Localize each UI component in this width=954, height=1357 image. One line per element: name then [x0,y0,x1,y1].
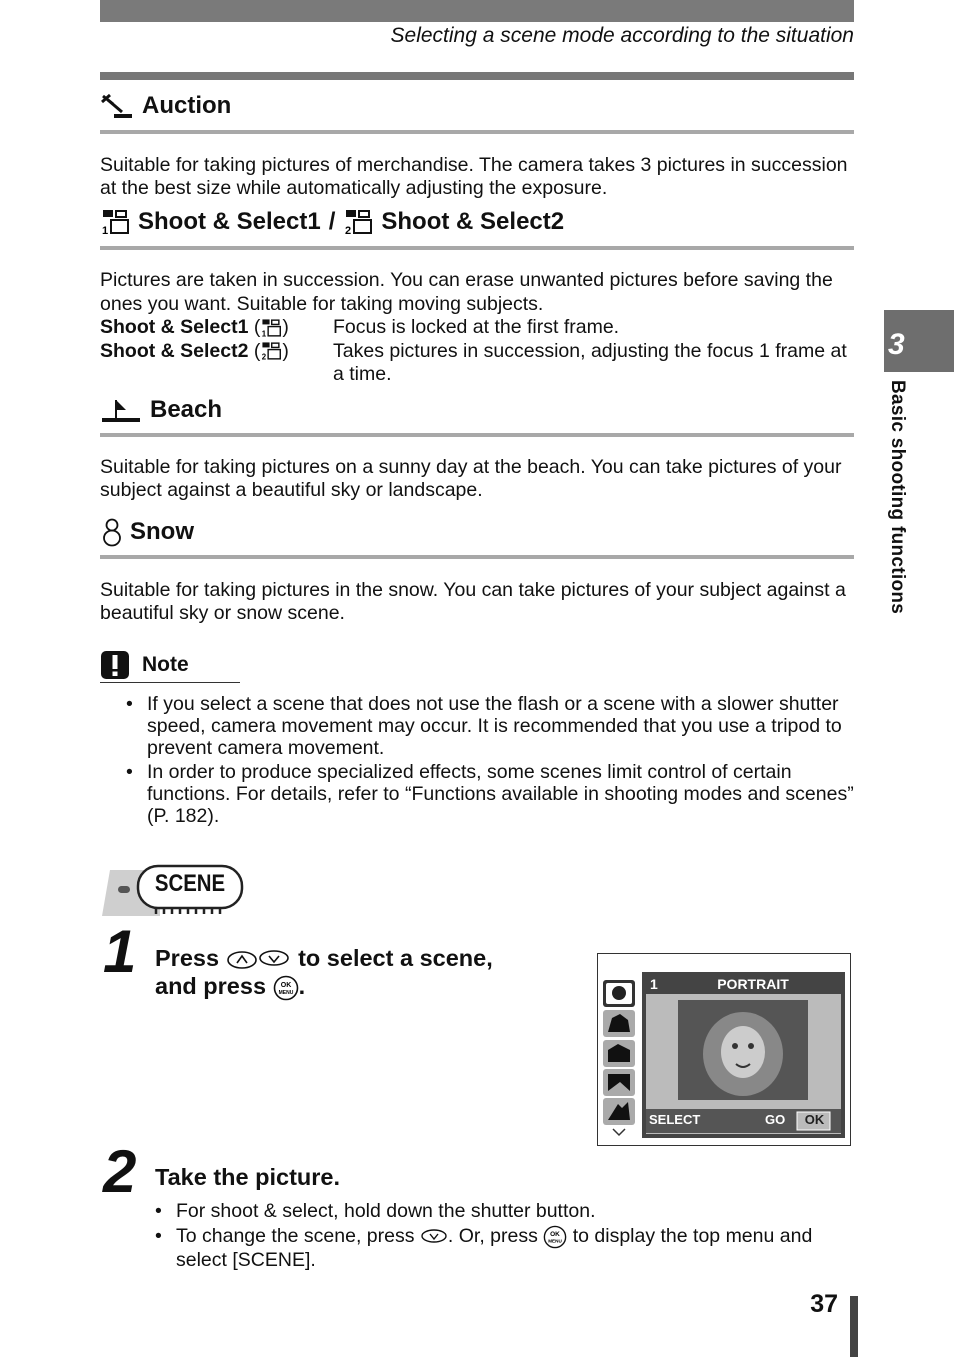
snowman-icon [100,517,124,547]
beach-body: Suitable for taking pictures on a sunny day at the beach. You can take pictures of your subject against a beautiful sky or landscape. [100,456,842,501]
step-1-rest: to select a scene, [298,945,493,971]
heading-shoot-select [100,208,564,236]
note-title: Note [142,653,189,676]
lcd-ok-label: OK [804,1112,825,1127]
step-1-period: . [298,973,306,999]
table-row: Shoot & Select1 ( 1 ) Focus is locked at the first frame. [100,316,854,340]
exclamation-icon [100,650,130,680]
shoot-select1-icon [260,318,282,338]
ok-menu-button-icon [273,975,299,1001]
shoot-select2-icon [260,341,282,361]
arrow-down-button-icon [420,1229,448,1245]
term-shoot-select1: Shoot & Select1 [100,316,249,338]
term-shoot-select2: Shoot & Select2 [100,339,249,362]
shoot-select1-icon [100,208,130,236]
heading-snow-title: Snow [130,518,194,545]
step-1-and-press: and press [155,973,267,999]
scene-badge-label: SCENE [154,870,226,897]
heading-snow-rule [100,555,854,559]
step-1-text [155,944,575,1001]
list-item: • If you select a scene that does not use the flash or a scene with a slower shutter speed, camera movement may occur. It is recommended that you use a tripod to prevent camera movement. [126,693,854,759]
list-item: • For shoot & select, hold down the shutter button. [155,1200,854,1223]
camera-lcd-screen [597,953,851,1146]
heading-shoot-select1: Shoot & Select1 [138,208,321,235]
desc-shoot-select2: Takes pictures in succession, adjusting the focus 1 frame at a time. [333,339,847,385]
shoot-select-table [100,316,854,387]
chapter-number: 3 [888,328,905,361]
heading-separator: / [328,208,336,235]
top-header-bar [100,0,854,22]
shoot-select2-icon [343,208,373,236]
menu-icon-text: MENU [278,989,293,996]
lcd-scene-name: PORTRAIT [717,976,789,992]
svg-text:2: 2 [345,225,352,236]
note-list [126,693,854,829]
table-row: Shoot & Select2 ( 2 ) Takes pictures in succession, adjusting the focus 1 frame at a time. [100,340,854,387]
heading-auction [100,92,231,120]
chapter-label: Basic shooting functions [887,380,908,615]
page-number: 37 [810,1290,838,1318]
shoot-select-body: Pictures are taken in succession. You can erase unwanted pictures before saving the ones you want. Suitable for taking moving subjects. [100,269,833,315]
ok-icon-text: OK [280,981,291,989]
running-header: Selecting a scene mode according to the situation [390,24,854,47]
arrow-pad-up-down-icon [226,950,292,970]
desc-shoot-select1: Focus is locked at the first frame. [333,316,620,338]
heading-auction-rule [100,130,854,134]
heading-shoot-select-rule [100,246,854,250]
svg-text:2: 2 [262,352,267,362]
ok-menu-button-icon [543,1225,567,1249]
snow-body: Suitable for taking pictures in the snow. You can take pictures of your subject against a beautiful sky or snow scene. [100,579,846,624]
scene-icon-column [603,980,635,1135]
auction-body: Suitable for taking pictures of merchandise. The camera takes 3 pictures in succession at the best size while automatically adjusting the exposure. [100,154,848,199]
lcd-go-label: GO [765,1112,786,1127]
note-heading [100,648,240,683]
heading-beach [100,396,222,424]
section-top-rule [100,72,854,80]
page-edge-bar [850,1296,858,1357]
step-2-number: 2 [103,1138,137,1205]
svg-text:MENU: MENU [548,1238,563,1244]
chapter-label-container [862,380,942,660]
svg-text:1: 1 [262,329,267,338]
heading-auction-title: Auction [142,92,232,119]
step-1-press: Press [155,945,220,971]
list-item: • To change the scene, press . Or, press OK MENU to display the top menu and select [SCENE]. [155,1225,854,1272]
heading-beach-title: Beach [150,396,223,423]
svg-text:1: 1 [102,225,109,236]
step-2-list [155,1200,854,1274]
lcd-select-label: SELECT [649,1112,701,1127]
beach-icon [100,396,142,424]
heading-beach-rule [100,433,854,437]
heading-shoot-select2: Shoot & Select2 [381,208,565,235]
lcd-scene-index: 1 [650,976,658,992]
auction-hammer-icon [100,92,134,120]
heading-snow [100,517,194,547]
step-1-number: 1 [103,918,137,985]
step-2-text: Take the picture. [155,1164,341,1190]
list-item: • In order to produce specialized effects, some scenes limit control of certain functions. For details, refer to “Functions available in shooting modes and scenes” (P. 182). [126,761,854,827]
svg-text:OK: OK [550,1231,561,1239]
